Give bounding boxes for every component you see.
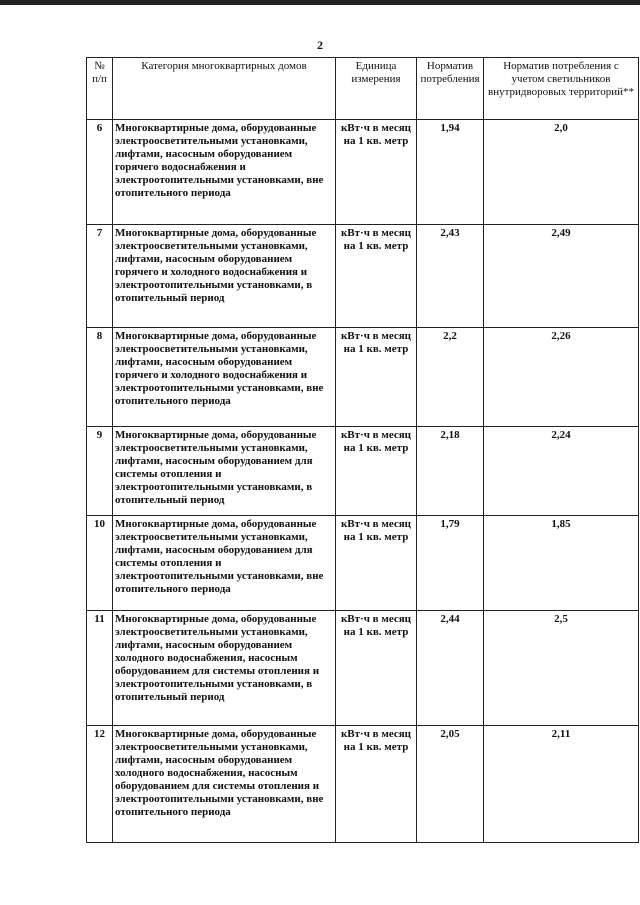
row-norm: 2,44 xyxy=(417,611,484,726)
row-norm-lights: 2,0 xyxy=(484,120,639,225)
row-category: Многоквартирные дома, оборудованные электроосветительными установками, лифтами, насосным оборудованием для системы отопления и электроотопительными установками, в отопительный период xyxy=(113,427,336,516)
row-norm: 2,43 xyxy=(417,225,484,328)
row-unit: кВт·ч в месяц на 1 кв. метр xyxy=(336,225,417,328)
row-number: 11 xyxy=(87,611,113,726)
row-unit: кВт·ч в месяц на 1 кв. метр xyxy=(336,611,417,726)
header-norm: Норматив потребления xyxy=(417,58,484,120)
table-row xyxy=(87,726,639,843)
row-norm-lights: 1,85 xyxy=(484,516,639,611)
row-norm-lights: 2,5 xyxy=(484,611,639,726)
table-row xyxy=(87,516,639,611)
consumption-norms-table xyxy=(86,57,639,843)
header-unit: Единица измерения xyxy=(336,58,417,120)
page-number: 2 xyxy=(317,38,323,52)
row-number: 8 xyxy=(87,328,113,427)
row-norm: 2,2 xyxy=(417,328,484,427)
table-row xyxy=(87,611,639,726)
row-unit: кВт·ч в месяц на 1 кв. метр xyxy=(336,726,417,843)
row-unit: кВт·ч в месяц на 1 кв. метр xyxy=(336,328,417,427)
table-row xyxy=(87,225,639,328)
header-category: Категория многоквартирных домов xyxy=(113,58,336,120)
row-unit: кВт·ч в месяц на 1 кв. метр xyxy=(336,516,417,611)
row-number: 12 xyxy=(87,726,113,843)
row-norm: 2,05 xyxy=(417,726,484,843)
row-category: Многоквартирные дома, оборудованные электроосветительными установками, лифтами, насосным оборудованием горячего и холодного водоснабжения и электроотопительными установками, вне отопительного периода xyxy=(113,328,336,427)
row-number: 6 xyxy=(87,120,113,225)
row-number: 7 xyxy=(87,225,113,328)
row-category: Многоквартирные дома, оборудованные электроосветительными установками, лифтами, насосным оборудованием горячего и холодного водоснабжения и электроотопительными установками, в отопительный период xyxy=(113,225,336,328)
row-category: Многоквартирные дома, оборудованные электроосветительными установками, лифтами, насосным оборудованием для системы отопления и электроотопительными установками, вне отопительного периода xyxy=(113,516,336,611)
header-num: № п/п xyxy=(87,58,113,120)
row-norm: 1,79 xyxy=(417,516,484,611)
table-row xyxy=(87,120,639,225)
table-row xyxy=(87,427,639,516)
row-number: 9 xyxy=(87,427,113,516)
row-norm-lights: 2,24 xyxy=(484,427,639,516)
row-number: 10 xyxy=(87,516,113,611)
row-unit: кВт·ч в месяц на 1 кв. метр xyxy=(336,120,417,225)
row-category: Многоквартирные дома, оборудованные электроосветительными установками, лифтами, насосным оборудованием горячего водоснабжения и электроотопительными установками, вне отопительного периода xyxy=(113,120,336,225)
table-row xyxy=(87,328,639,427)
row-norm-lights: 2,49 xyxy=(484,225,639,328)
header-norm-lights: Норматив потребления с учетом светильников внутридворовых территорий** xyxy=(484,58,639,120)
top-rule xyxy=(0,0,640,5)
row-unit: кВт·ч в месяц на 1 кв. метр xyxy=(336,427,417,516)
row-category: Многоквартирные дома, оборудованные электроосветительными установками, лифтами, насосным оборудованием холодного водоснабжения, насосным оборудованием для системы отопления и электроотопительными установками, вне отопительного периода xyxy=(113,726,336,843)
row-category: Многоквартирные дома, оборудованные электроосветительными установками, лифтами, насосным оборудованием холодного водоснабжения, насосным оборудованием для системы отопления и электроотопительными установками, в отопительный период xyxy=(113,611,336,726)
row-norm: 2,18 xyxy=(417,427,484,516)
row-norm-lights: 2,11 xyxy=(484,726,639,843)
row-norm-lights: 2,26 xyxy=(484,328,639,427)
table-header-row xyxy=(87,58,639,120)
row-norm: 1,94 xyxy=(417,120,484,225)
